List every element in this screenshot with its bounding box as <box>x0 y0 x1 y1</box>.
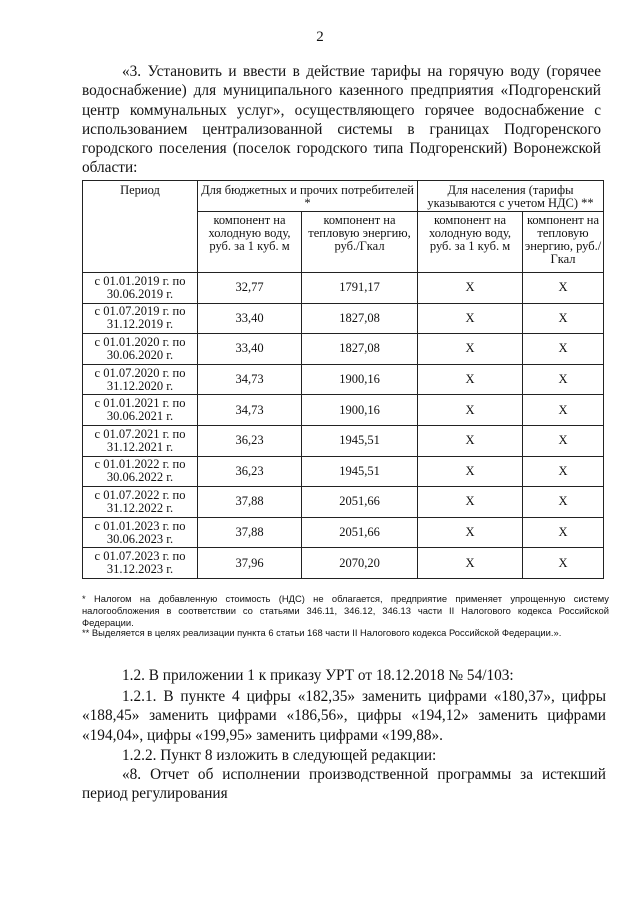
table-row <box>83 487 604 518</box>
cold-water-cell: 34,73 <box>198 364 302 395</box>
cold-water-cell: 32,77 <box>198 273 302 304</box>
period-cell: с 01.07.2020 г. по 31.12.2020 г. <box>83 364 198 395</box>
population-thermal-cell: Х <box>523 548 604 579</box>
thermal-cell: 1945,51 <box>302 456 418 487</box>
population-cold-cell: Х <box>418 425 523 456</box>
page-number: 2 <box>316 29 324 45</box>
footnote-vat: * Налогом на добавленную стоимость (НДС) не облагается, предприятие применяет упрощенную систему налогообложения в соответствии со статьями 346.11, 346.12, 346.13 части II Налогового кодекса Российской Федерации. <box>82 593 609 628</box>
cold-water-cell: 37,96 <box>198 548 302 579</box>
header-budget-group: Для бюджетных и прочих потребителей * <box>198 181 418 212</box>
cold-water-cell: 34,73 <box>198 395 302 426</box>
population-thermal-cell: Х <box>523 456 604 487</box>
period-cell: с 01.01.2020 г. по 30.06.2020 г. <box>83 334 198 365</box>
header-period: Период <box>83 181 198 273</box>
period-cell: с 01.01.2022 г. по 30.06.2022 г. <box>83 456 198 487</box>
population-thermal-cell: Х <box>523 364 604 395</box>
paragraph-8: «8. Отчет об исполнении производственной программы за истекший период регулирования <box>82 766 606 803</box>
thermal-cell: 1827,08 <box>302 303 418 334</box>
period-cell: с 01.07.2022 г. по 31.12.2022 г. <box>83 487 198 518</box>
header-population-thermal: компонент на тепловую энергию, руб./Гкал <box>523 212 604 273</box>
population-cold-cell: Х <box>418 273 523 304</box>
thermal-cell: 2051,66 <box>302 517 418 548</box>
population-thermal-cell: Х <box>523 487 604 518</box>
table-row <box>83 517 604 548</box>
period-cell: с 01.01.2021 г. по 30.06.2021 г. <box>83 395 198 426</box>
header-budget-thermal: компонент на тепловую энергию, руб./Гкал <box>302 212 418 273</box>
population-thermal-cell: Х <box>523 517 604 548</box>
cold-water-cell: 33,40 <box>198 303 302 334</box>
intro-paragraph: «3. Установить и ввести в действие тарифы на горячую воду (горячее водоснабжение) для муниципального казенного предприятия «Подгоренский центр коммунальных услуг», осуществляющего горячее водоснабжение с использованием централизованной системы в границах Подгоренского городского поселения (поселок городского типа Подгоренский) Воронежской области: <box>82 63 601 177</box>
table-row <box>83 334 604 365</box>
period-cell: с 01.01.2023 г. по 30.06.2023 г. <box>83 517 198 548</box>
header-population-group: Для населения (тарифы указываются с учетом НДС) ** <box>418 181 604 212</box>
thermal-cell: 1945,51 <box>302 425 418 456</box>
population-cold-cell: Х <box>418 517 523 548</box>
thermal-cell: 1827,08 <box>302 334 418 365</box>
cold-water-cell: 37,88 <box>198 487 302 518</box>
paragraph-1-2: 1.2. В приложении 1 к приказу УРТ от 18.12.2018 № 54/103: <box>122 667 514 684</box>
population-cold-cell: Х <box>418 395 523 426</box>
cold-water-cell: 36,23 <box>198 456 302 487</box>
table-row <box>83 425 604 456</box>
header-population-cold-water: компонент на холодную воду, руб. за 1 куб. м <box>418 212 523 273</box>
period-cell: с 01.07.2021 г. по 31.12.2021 г. <box>83 425 198 456</box>
thermal-cell: 1791,17 <box>302 273 418 304</box>
cold-water-cell: 33,40 <box>198 334 302 365</box>
paragraph-1-2-2: 1.2.2. Пункт 8 изложить в следующей редакции: <box>122 747 437 764</box>
table-row <box>83 273 604 304</box>
population-thermal-cell: Х <box>523 425 604 456</box>
table-row <box>83 456 604 487</box>
population-cold-cell: Х <box>418 487 523 518</box>
period-cell: с 01.07.2023 г. по 31.12.2023 г. <box>83 548 198 579</box>
tariff-table <box>82 180 604 579</box>
paragraph-1-2-1: 1.2.1. В пункте 4 цифры «182,35» заменить цифрами «180,37», цифры «188,45» заменить цифрами «186,56», цифры «194,12» заменить цифрами «194,04», цифры «199,95» заменить цифрами «199,88». <box>82 688 606 744</box>
thermal-cell: 1900,16 <box>302 395 418 426</box>
population-cold-cell: Х <box>418 456 523 487</box>
population-cold-cell: Х <box>418 548 523 579</box>
period-cell: с 01.07.2019 г. по 31.12.2019 г. <box>83 303 198 334</box>
thermal-cell: 2070,20 <box>302 548 418 579</box>
table-row <box>83 395 604 426</box>
population-thermal-cell: Х <box>523 334 604 365</box>
footnote-population: ** Выделяется в целях реализации пункта 6 статьи 168 части II Налогового кодекса Российской Федерации.». <box>82 627 562 638</box>
period-cell: с 01.01.2019 г. по 30.06.2019 г. <box>83 273 198 304</box>
table-row <box>83 303 604 334</box>
thermal-cell: 1900,16 <box>302 364 418 395</box>
cold-water-cell: 36,23 <box>198 425 302 456</box>
population-cold-cell: Х <box>418 364 523 395</box>
thermal-cell: 2051,66 <box>302 487 418 518</box>
population-thermal-cell: Х <box>523 273 604 304</box>
table-row <box>83 548 604 579</box>
table-row <box>83 364 604 395</box>
cold-water-cell: 37,88 <box>198 517 302 548</box>
population-thermal-cell: Х <box>523 395 604 426</box>
header-budget-cold-water: компонент на холодную воду, руб. за 1 куб. м <box>198 212 302 273</box>
population-thermal-cell: Х <box>523 303 604 334</box>
population-cold-cell: Х <box>418 303 523 334</box>
population-cold-cell: Х <box>418 334 523 365</box>
